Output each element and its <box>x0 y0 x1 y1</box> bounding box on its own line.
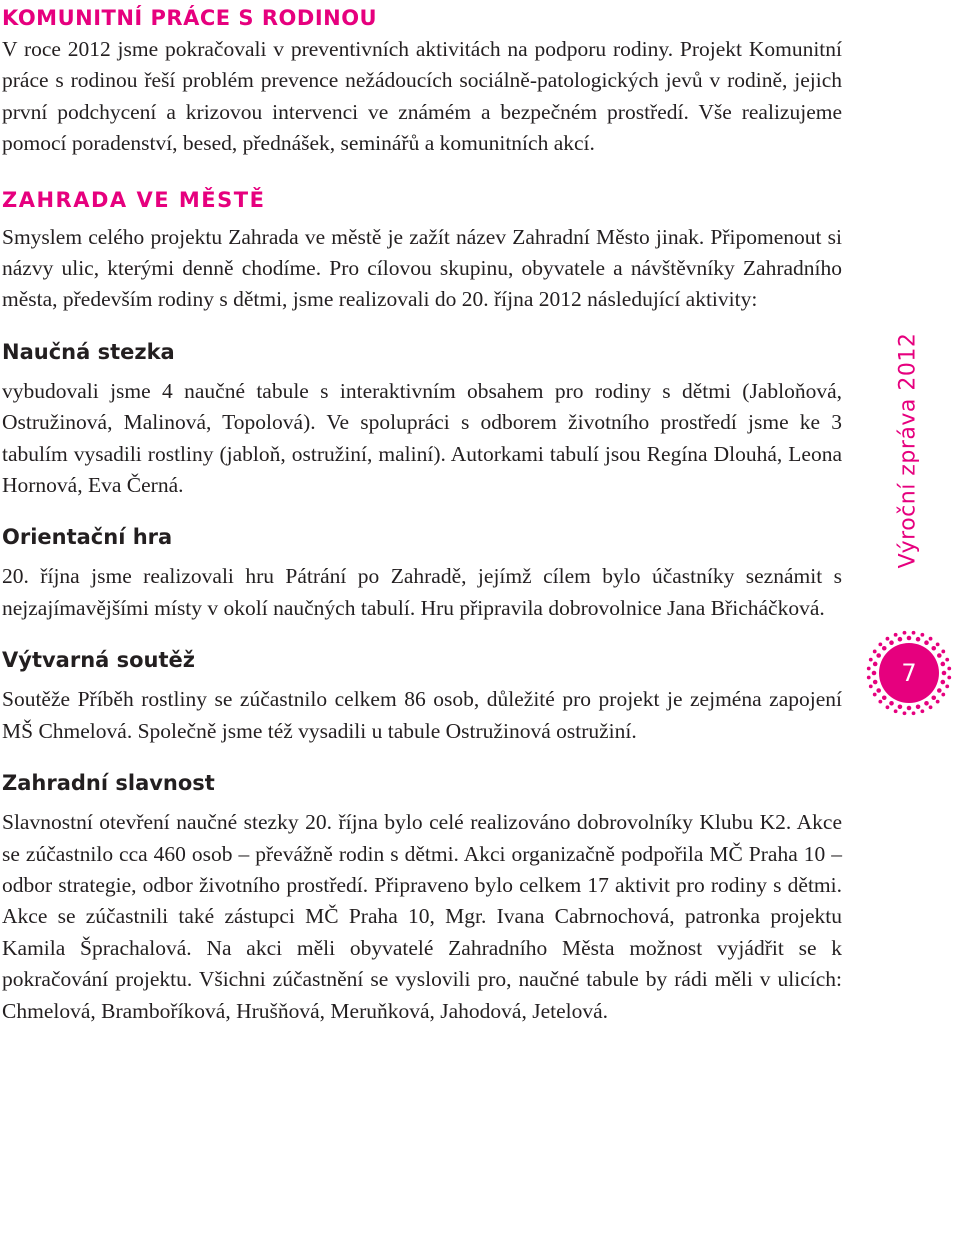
page-number: 7 <box>901 659 917 687</box>
paragraph-naucna-stezka: vybudovali jsme 4 naučné tabule s interaktivním obsahem pro rodiny s dětmi (Jabloňová, Ostružinová, Malinová, Topolová). Ve spolupráci s odborem životního prostředí jsme ke 3 tabulím vysadili rostliny (jabloň, ostružiní, maliní). Autorkami tabulí jsou Regína Dlouhá, Leona Hornová, Eva Černá. <box>2 378 842 498</box>
subheading-vytvarna-soutez: Výtvarná soutěž <box>2 648 196 673</box>
main-intro-paragraph: V roce 2012 jsme pokračovali v preventivních aktivitách na podporu rodiny. Projekt Komunitní práce s rodinou řeší problém prevence nežádoucích sociálně-patologických jevů v rodině, jejich první podchycení a krizovou intervenci ve známém a bezpečném prostředí. Vše realizujeme pomocí poradenství, besed, přednášek, seminářů a komunitních akcí. <box>2 37 842 156</box>
page-content <box>2 0 842 1027</box>
page-number-badge <box>866 630 952 716</box>
paragraph-orientacni-hra: 20. října jsme realizovali hru Pátrání po Zahradě, jejímž cílem bylo účastníky seznámit s nejzajímavějšími místy v okolí naučných tabulí. Hru připravila dobrovolnice Jana Břicháčková. <box>2 564 842 620</box>
zahrada-intro-paragraph: Smyslem celého projektu Zahrada ve městě je zažít název Zahradní Město jinak. Připomenout si názvy ulic, kterými denně chodíme. Pro cílovou skupinu, obyvatele a návštěvníky Zahradního města, především rodiny s dětmi, jsme realizovali do 20. října 2012 následující aktivity: <box>2 224 842 312</box>
paragraph-vytvarna-soutez: Soutěže Příběh rostliny se zúčastnilo celkem 86 osob, důležité pro projekt je zejména zapojení MŠ Chmelová. Společně jsme též vysadili u tabule Ostružinová ostružiní. <box>2 687 842 743</box>
annual-report-side-label <box>880 300 936 600</box>
annual-report-label-text: Výroční zpráva 2012 <box>895 332 921 568</box>
subheading-zahradni-slavnost: Zahradní slavnost <box>2 771 215 796</box>
subheading-orientacni-hra: Orientační hra <box>2 525 173 550</box>
paragraph-zahradni-slavnost: Slavnostní otevření naučné stezky 20. října bylo celé realizováno dobrovolníky Klubu K2. Akce se zúčastnilo cca 460 osob – převážně rodin s dětmi. Akci organizačně podpořila MČ Praha 10 – odbor strategie, odbor životního prostředí. Připraveno bylo celkem 17 aktivit pro rodiny s dětmi. Akce se zúčastnili také zástupci MČ Praha 10, Mgr. Ivana Cabrnochová, patronka projektu Kamila Šprachalová. Na akci měli obyvatelé Zahradního Města možnost vyjádřit se k pokračování projektu. Všichni zúčastnění se vyslovili pro, naučné tabule by rádi měli v ulicích: Chmelová, Bramboříková, Hrušňová, Meruňková, Jahodová, Jetelová. <box>2 810 842 1023</box>
subheading-naucna-stezka: Naučná stezka <box>2 339 175 364</box>
main-heading: KOMUNITNÍ PRÁCE S RODINOU <box>2 6 378 30</box>
section-heading-zahrada: ZAHRADA VE MĚSTĚ <box>2 187 266 212</box>
